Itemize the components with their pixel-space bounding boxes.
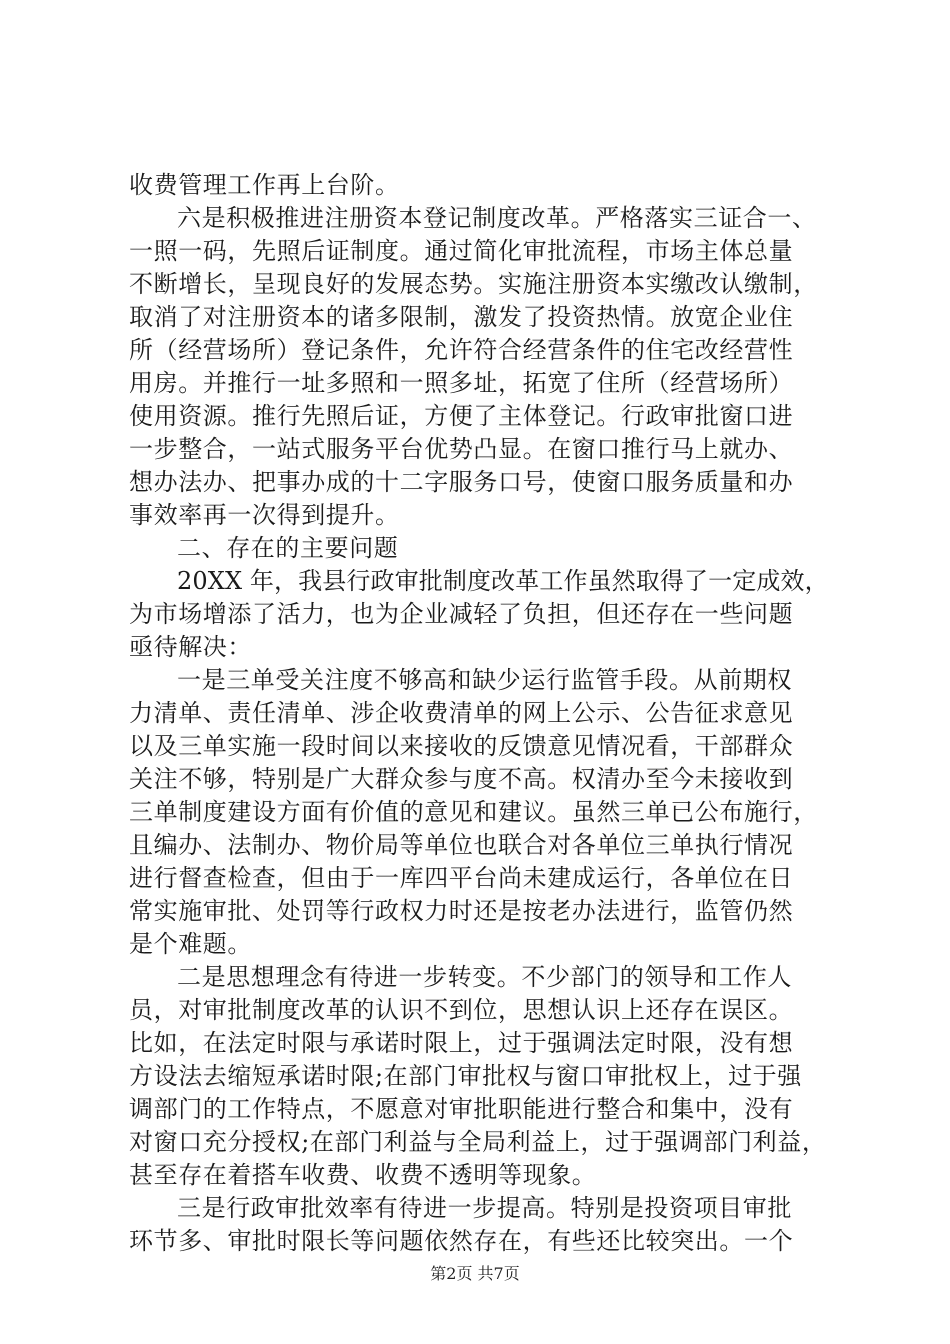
text-line: 收费管理工作再上台阶。: [129, 171, 400, 199]
paragraph-start-line: 20XX 年，我县行政审批制度改革工作虽然取得了一定成效，: [177, 567, 829, 595]
text-line: 力清单、责任清单、涉企收费清单的网上公示、公告征求意见: [129, 699, 794, 727]
text-line: 且编办、法制办、物价局等单位也联合对各单位三单执行情况: [129, 831, 794, 859]
text-line: 不断增长，呈现良好的发展态势。实施注册资本实缴改认缴制，: [129, 270, 818, 298]
paragraph-start-line: 二是思想理念有待进一步转变。不少部门的领导和工作人: [177, 963, 792, 991]
text-line: 用房。并推行一址多照和一照多址，拓宽了住所（经营场所）: [129, 369, 794, 397]
paragraph-start-line: 六是积极推进注册资本登记制度改革。严格落实三证合一、: [177, 204, 817, 232]
text-line: 一照一码，先照后证制度。通过简化审批流程，市场主体总量: [129, 237, 794, 265]
section-heading: 二、存在的主要问题: [177, 534, 399, 562]
text-line: 环节多、审批时限长等问题依然存在，有些还比较突出。一个: [129, 1227, 794, 1255]
text-line: 是个难题。: [129, 930, 252, 958]
text-line: 员，对审批制度改革的认识不到位，思想认识上还存在误区。: [129, 996, 794, 1024]
text-line: 对窗口充分授权;在部门利益与全局利益上，过于强调部门利益，: [129, 1128, 827, 1156]
text-line: 关注不够，特别是广大群众参与度不高。权清办至今未接收到: [129, 765, 794, 793]
text-line: 为市场增添了活力，也为企业减轻了负担，但还存在一些问题: [129, 600, 794, 628]
text-line: 常实施审批、处罚等行政权力时还是按老办法进行，监管仍然: [129, 897, 794, 925]
text-line: 一步整合，一站式服务平台优势凸显。在窗口推行马上就办、: [129, 435, 794, 463]
text-line: 进行督查检查，但由于一库四平台尚未建成运行，各单位在日: [129, 864, 794, 892]
text-line: 使用资源。推行先照后证，方便了主体登记。行政审批窗口进: [129, 402, 794, 430]
text-line: 取消了对注册资本的诸多限制，激发了投资热情。放宽企业住: [129, 303, 794, 331]
text-line: 调部门的工作特点，不愿意对审批职能进行整合和集中，没有: [129, 1095, 794, 1123]
text-line: 甚至存在着搭车收费、收费不透明等现象。: [129, 1161, 597, 1189]
text-line: 三单制度建设方面有价值的意见和建议。虽然三单已公布施行，: [129, 798, 818, 826]
text-line: 以及三单实施一段时间以来接收的反馈意见情况看，干部群众: [129, 732, 794, 760]
text-line: 比如，在法定时限与承诺时限上，过于强调法定时限，没有想: [129, 1029, 794, 1057]
paragraph-start-line: 三是行政审批效率有待进一步提高。特别是投资项目审批: [177, 1194, 792, 1222]
text-line: 方设法去缩短承诺时限;在部门审批权与窗口审批权上，过于强: [129, 1062, 802, 1090]
paragraph-start-line: 一是三单受关注度不够高和缺少运行监管手段。从前期权: [177, 666, 792, 694]
text-line: 想办法办、把事办成的十二字服务口号，使窗口服务质量和办: [129, 468, 794, 496]
text-line: 亟待解决：: [129, 633, 252, 661]
text-line: 所（经营场所）登记条件，允许符合经营条件的住宅改经营性: [129, 336, 794, 364]
text-line: 事效率再一次得到提升。: [129, 501, 400, 529]
page-number-footer: 第2页 共7页: [430, 1264, 520, 1283]
